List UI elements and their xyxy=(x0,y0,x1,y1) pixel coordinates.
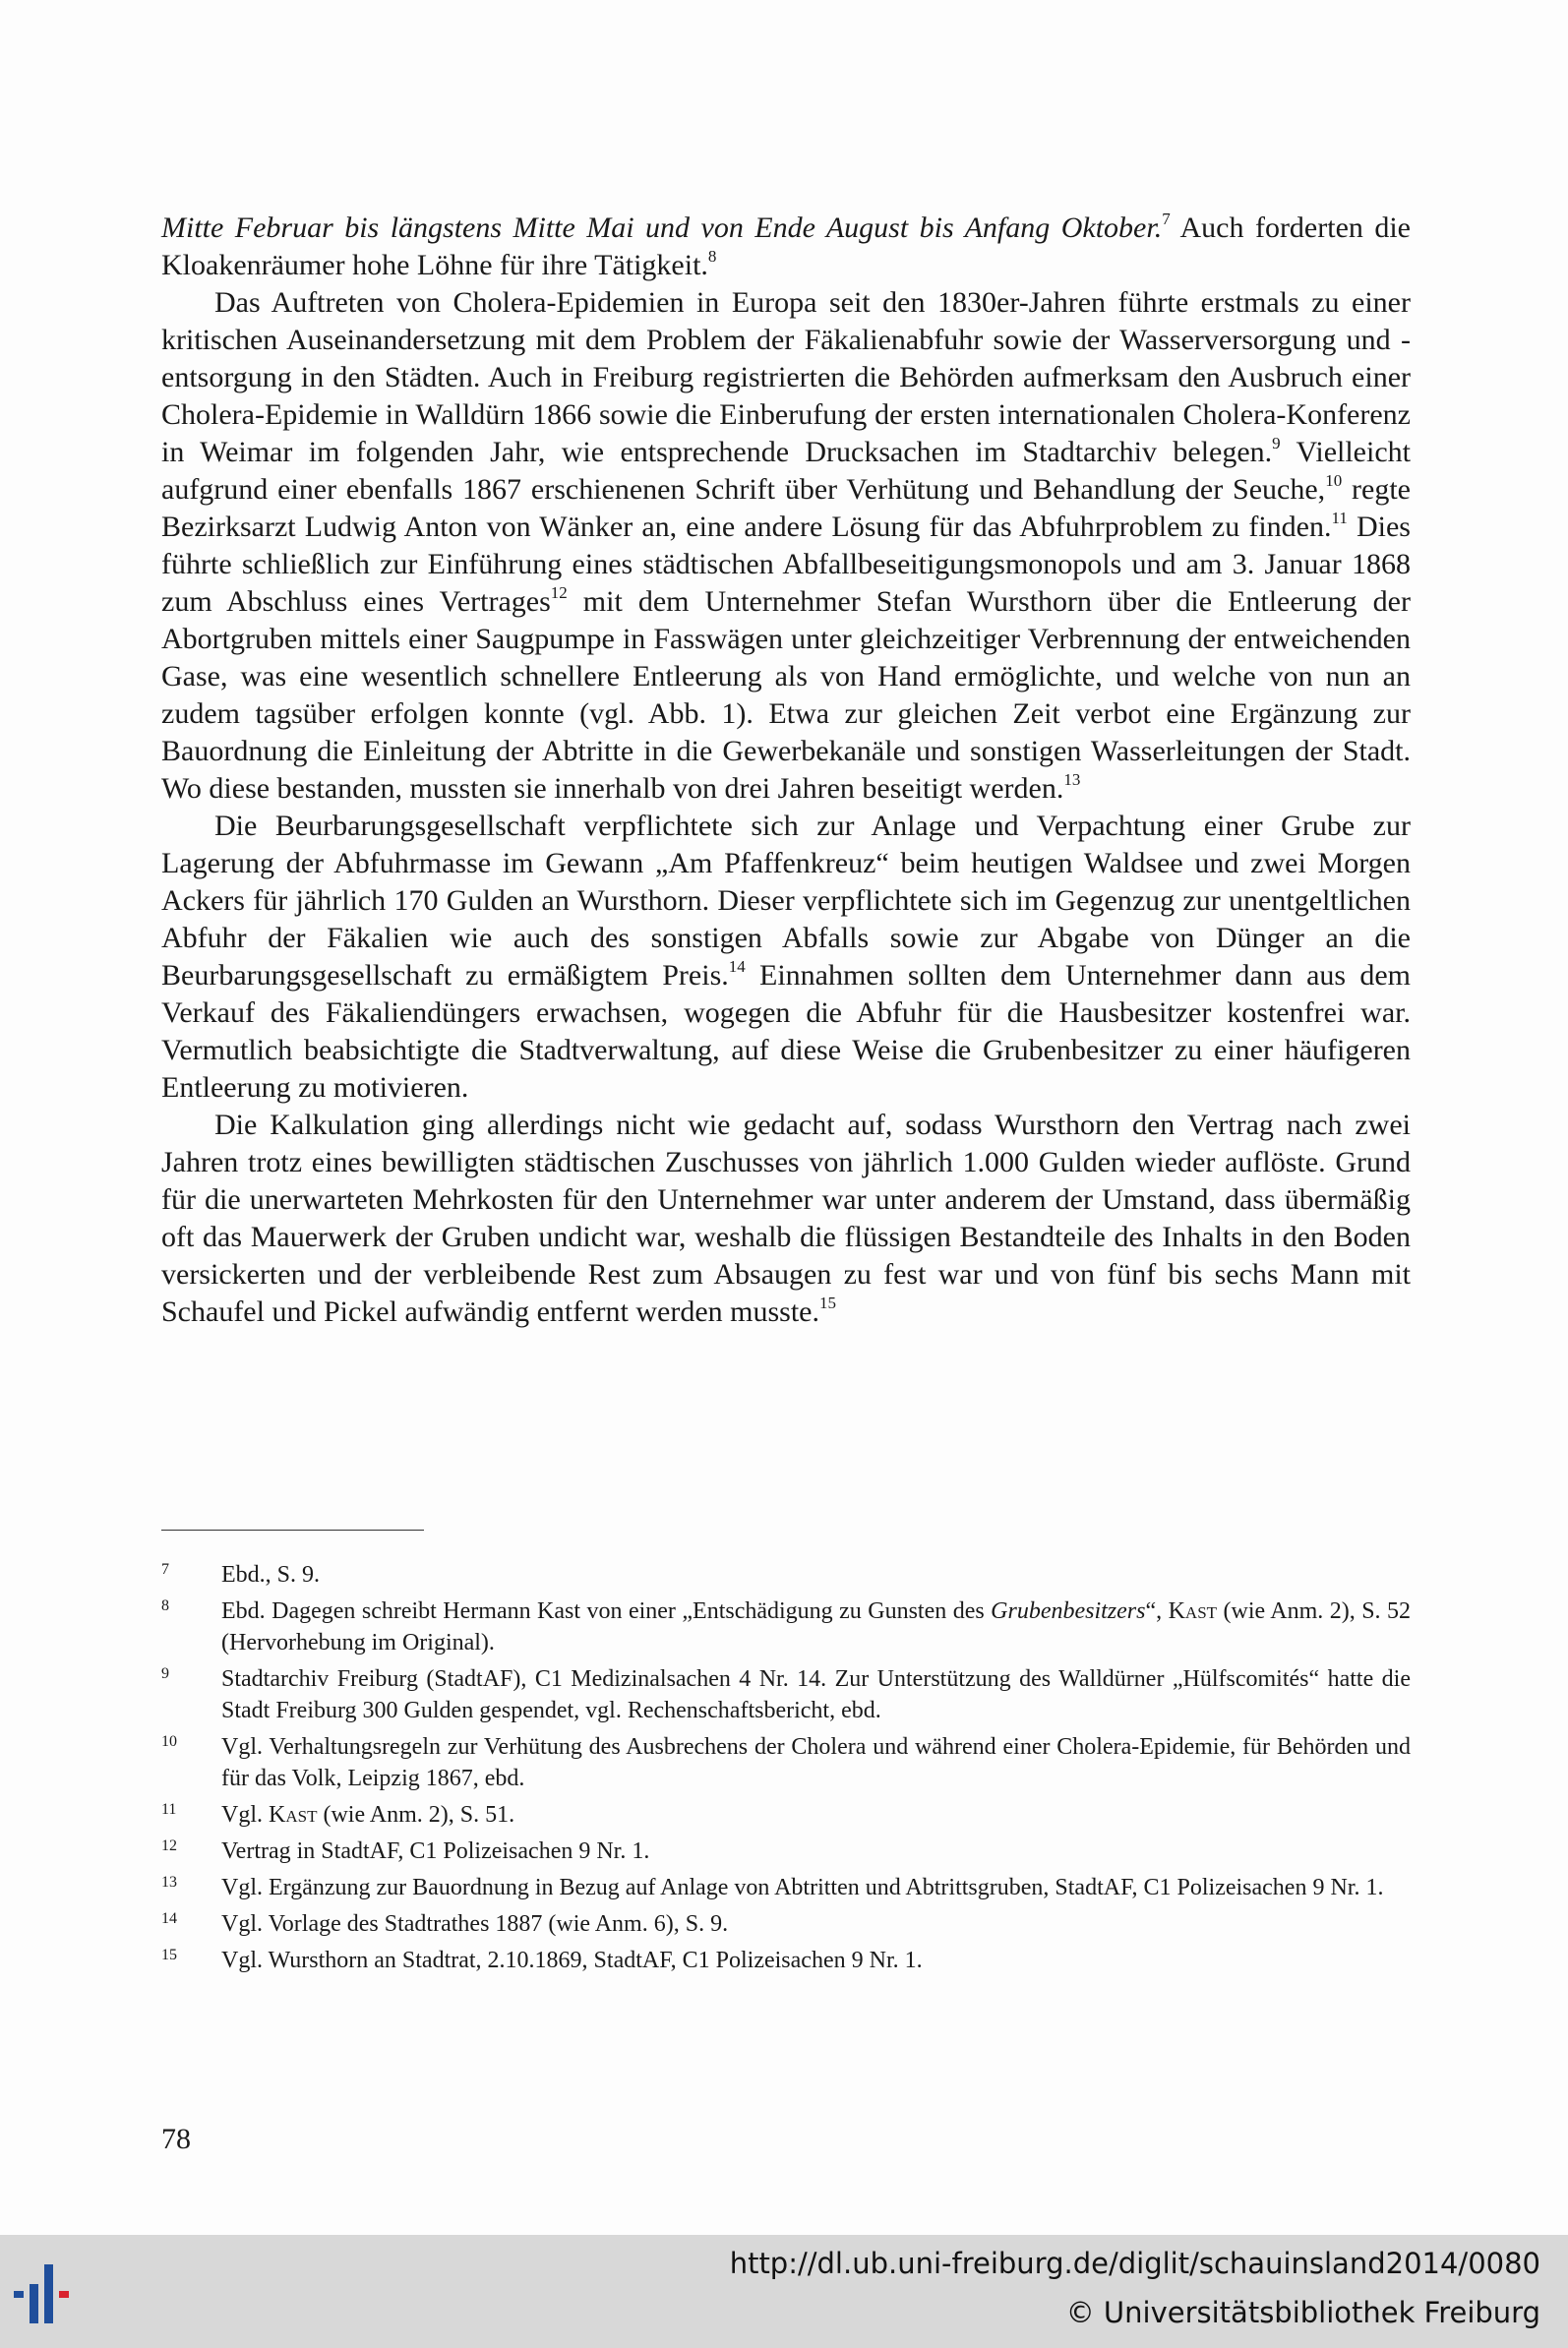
paragraph-text: Einnahmen sollten dem Unternehmer dann aus dem Verkauf des Fäkaliendüngers erwachsen, wogegen die Abfuhr für die Hausbesitzer kostenfrei war. Vermutlich beabsichtigte die Stadtverwaltung, auf diese Weise die Grubenbesitzer zu einer häufigeren Entleerung zu motivieren. xyxy=(161,959,1411,1104)
footnote-text: Vgl. Ergänzung zur Bauordnung in Bezug auf Anlage von Abtritten und Abtrittsgruben, StadtAF, C1 Polizeisachen 9 Nr. 1. xyxy=(221,1875,1384,1900)
footnote-text-part: (wie Anm. 2), S. 52 (Hervorhebung im Original). xyxy=(221,1598,1411,1656)
footnote-number: 13 xyxy=(161,1874,177,1891)
footnote-text xyxy=(221,1799,1411,1831)
footnote-text-part: Ebd. Dagegen schreibt Hermann Kast von einer „Entschädigung zu Gunsten des xyxy=(221,1598,992,1624)
paragraph-4 xyxy=(161,1107,1411,1331)
footnote-10 xyxy=(161,1731,1411,1794)
paragraph-2 xyxy=(161,284,1411,808)
author-name: Kast xyxy=(1168,1598,1218,1624)
permalink-url[interactable]: http://dl.ub.uni-freiburg.de/diglit/schauinsland2014/0080 xyxy=(729,2247,1540,2280)
paragraph-text: Vielleicht aufgrund einer ebenfalls 1867 erschienenen Schrift über Verhütung und Behandlung der Seuche, xyxy=(161,436,1411,506)
footnote-text: Vgl. Vorlage des Stadtrathes 1887 (wie Anm. 6), S. 9. xyxy=(221,1911,729,1937)
footnote-11 xyxy=(161,1799,1411,1831)
footnote-12 xyxy=(161,1836,1411,1867)
footnote-number: 8 xyxy=(161,1597,169,1614)
footnote-separator xyxy=(161,1530,424,1531)
copyright-notice: © Universitätsbibliothek Freiburg xyxy=(1065,2296,1540,2329)
footnote-number: 15 xyxy=(161,1947,177,1963)
footnote-ref-13[interactable]: 13 xyxy=(1063,770,1081,789)
footnote-ref-10[interactable]: 10 xyxy=(1325,471,1343,490)
paragraph-text: Die Beurbarungsgesellschaft verpflichtete sich zur Anlage und Verpachtung einer Grube zur Lagerung der Abfuhrmasse im Gewann „Am Pfaffenkreuz“ beim heutigen Waldsee und zwei Morgen Ackers für jährlich 170 Gulden an Wursthorn. Dieser verpflichtete sich im Gegenzug zur unentgeltlichen Abfuhr der Fäkalien wie auch des sonstigen Abfalls sowie zur Abgabe von Dünger an die Beurbarungsgesellschaft zu ermäßigtem Preis. xyxy=(161,810,1411,992)
footnote-number: 12 xyxy=(161,1837,177,1854)
footnote-number: 11 xyxy=(161,1801,177,1818)
paragraph-text: Die Kalkulation ging allerdings nicht wie gedacht auf, sodass Wursthorn den Vertrag nach zwei Jahren trotz eines bewilligten städtischen Zuschusses von jährlich 1.000 Gulden wieder auflöste. Grund für die unerwarteten Mehrkosten für den Unternehmer war unter anderem der Umstand, dass übermäßig oft das Mauerwerk der Gruben undicht war, weshalb die flüssigen Bestandteile des Inhalts in den Boden versickerten und der verbleibende Rest zum Absaugen zu fest war und von fünf bis sechs Mann mit Schaufel und Pickel aufwändig entfernt werden musste. xyxy=(161,1109,1411,1328)
footnote-number: 7 xyxy=(161,1561,169,1578)
paragraph-text: Das Auftreten von Cholera-Epidemien in Europa seit den 1830er-Jahren führte erstmals zu einer kritischen Auseinandersetzung mit dem Problem der Fäkalienabfuhr sowie der Wasserversorgung und -entsorgung in den Städten. Auch in Freiburg registrierten die Behörden aufmerksam den Ausbruch einer Cholera-Epidemie in Walldürn 1866 sowie die Einberufung der ersten internationalen Cholera-Konferenz in Weimar im folgenden Jahr, wie entsprechende Drucksachen im Stadtarchiv belegen. xyxy=(161,286,1411,468)
footnote-text: Stadtarchiv Freiburg (StadtAF), C1 Medizinalsachen 4 Nr. 14. Zur Unterstützung des Walldürner „Hülfscomités“ hatte die Stadt Freiburg 300 Gulden gespendet, vgl. Rechenschaftsbericht, ebd. xyxy=(221,1666,1411,1723)
footnote-ref-14[interactable]: 14 xyxy=(728,957,746,976)
footnote-text: Vgl. Verhaltungsregeln zur Verhütung des Ausbrechens der Cholera und während einer Cholera-Epidemie, für Behörden und für das Volk, Leipzig 1867, ebd. xyxy=(221,1734,1411,1791)
paragraph-3 xyxy=(161,808,1411,1107)
footnote-text: Vertrag in StadtAF, C1 Polizeisachen 9 Nr. 1. xyxy=(221,1838,650,1864)
footnote-ref-12[interactable]: 12 xyxy=(550,583,568,602)
italic-quote: Mitte Februar bis längstens Mitte Mai und von Ende August bis Anfang Oktober. xyxy=(161,211,1163,244)
paragraph-text: Dies führte schließlich zur Einführung eines städtischen Abfallbeseitigungsmonopols und am 3. Januar 1868 zum Abschluss eines Vertrages xyxy=(161,511,1411,618)
footnote-8 xyxy=(161,1595,1411,1658)
body-text xyxy=(161,210,1411,1331)
footnote-13 xyxy=(161,1872,1411,1903)
footnote-ref-15[interactable]: 15 xyxy=(818,1294,836,1312)
footnote-7 xyxy=(161,1559,1411,1591)
footnote-number: 9 xyxy=(161,1665,169,1682)
footnote-9 xyxy=(161,1663,1411,1726)
footnote-ref-7[interactable]: 7 xyxy=(1162,210,1171,228)
footnote-text: Ebd., S. 9. xyxy=(221,1562,321,1588)
footnote-italic: Grubenbesitzers xyxy=(991,1598,1146,1624)
footnote-text: Vgl. Wursthorn an Stadtrat, 2.10.1869, StadtAF, C1 Polizeisachen 9 Nr. 1. xyxy=(221,1948,923,1973)
footnotes xyxy=(161,1559,1411,1981)
paragraph-text: regte Bezirksarzt Ludwig Anton von Wänker an, eine andere Lösung für das Abfuhrproblem zu finden. xyxy=(161,473,1411,543)
footnote-number: 10 xyxy=(161,1733,177,1750)
footnote-ref-9[interactable]: 9 xyxy=(1272,434,1281,452)
footnote-ref-8[interactable]: 8 xyxy=(707,247,717,266)
footnote-number: 14 xyxy=(161,1910,177,1927)
footnote-ref-11[interactable]: 11 xyxy=(1331,509,1348,527)
page-number: 78 xyxy=(161,2123,191,2155)
footnote-text-part: “, xyxy=(1145,1598,1169,1624)
paragraph-text: Auch forderten die Kloakenräumer hohe Löhne für ihre Tätigkeit. xyxy=(161,211,1412,281)
paragraph-1 xyxy=(161,210,1411,284)
footnote-text-part: (wie Anm. 2), S. 51. xyxy=(317,1802,515,1828)
footnote-14 xyxy=(161,1908,1411,1940)
viewer-footer-bar xyxy=(0,2235,1568,2348)
footnote-15 xyxy=(161,1945,1411,1976)
footnote-text-part: Vgl. xyxy=(221,1802,269,1828)
author-name: Kast xyxy=(269,1802,318,1828)
paragraph-text: mit dem Unternehmer Stefan Wursthorn über die Entleerung der Abortgruben mittels einer Saugpumpe in Fasswägen unter gleichzeitiger Verbrennung der entweichenden Gase, was eine wesentlich schnellere Entleerung als von Hand ermöglichte, und welche von nun an zudem tagsüber erfolgen konnte (vgl. Abb. 1). Etwa zur gleichen Zeit verbot eine Ergänzung zur Bauordnung die Einleitung der Abtritte in die Gewerbekanäle und sonstigen Wasserleitungen der Stadt. Wo diese bestanden, mussten sie innerhalb von drei Jahren beseitigt werden. xyxy=(161,585,1411,805)
library-logo-icon[interactable] xyxy=(12,2264,100,2323)
footnote-text xyxy=(221,1595,1411,1658)
